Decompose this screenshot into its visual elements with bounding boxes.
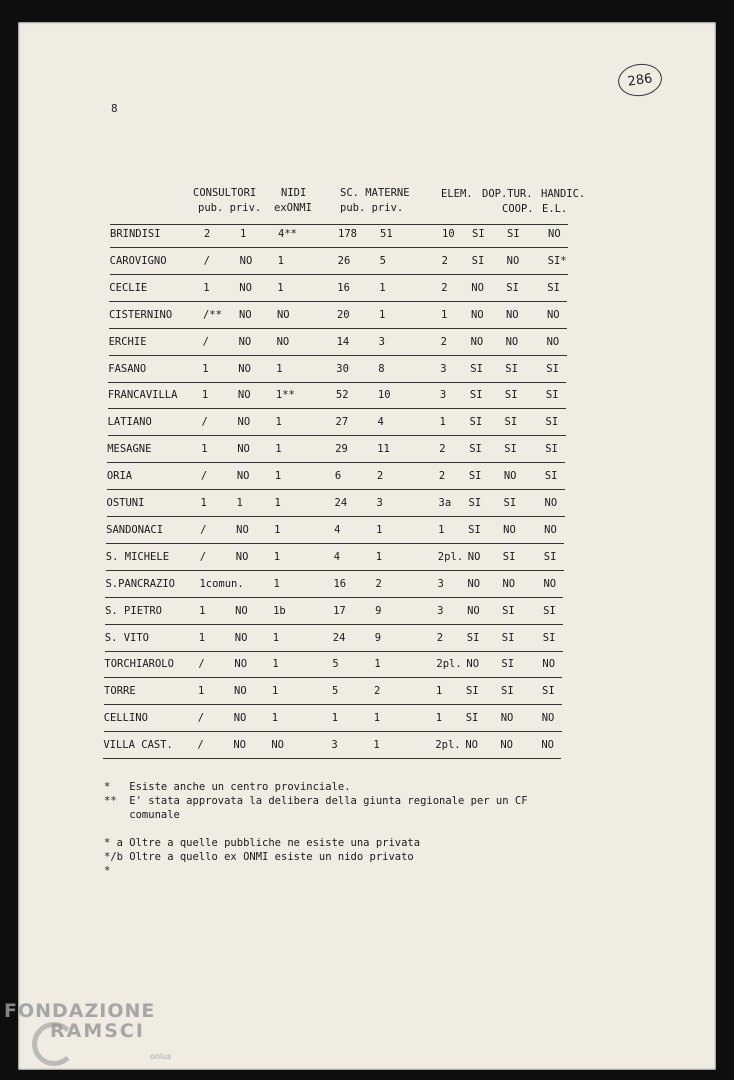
footnote: * Esiste anche un centro provinciale. — [104, 781, 351, 793]
cell-dop: NO — [467, 577, 481, 590]
cell-c-pub: /** — [202, 308, 222, 321]
cell-elem: 2 — [439, 443, 446, 456]
cell-coop: NO — [506, 254, 520, 267]
cell-coop: SI — [501, 685, 514, 698]
document-page — [18, 22, 716, 1070]
cell-coop: SI — [501, 631, 515, 644]
cell-c-priv: NO — [239, 281, 252, 294]
table-row — [103, 739, 573, 765]
cell-handic: NO — [546, 308, 560, 321]
table-row — [108, 416, 578, 442]
fondazione-gramsci-logo — [4, 1000, 172, 1061]
cell-sm-priv: 2 — [376, 470, 384, 483]
cell-handic: SI — [543, 550, 557, 563]
cell-dop: SI — [468, 523, 481, 536]
table-row — [104, 658, 574, 684]
table-row — [107, 470, 577, 496]
row-divider — [107, 489, 565, 490]
table-row — [110, 228, 580, 254]
row-divider — [109, 328, 567, 329]
row-divider — [104, 731, 562, 732]
cell-c-priv: NO — [234, 685, 247, 698]
cell-handic: NO — [546, 335, 560, 348]
cell-name: FRANCAVILLA — [107, 389, 178, 402]
cell-dop: NO — [467, 604, 480, 617]
cell-coop: SI — [504, 443, 517, 456]
cell-sm-pub: 52 — [335, 389, 349, 402]
table-row — [107, 443, 577, 469]
row-divider — [107, 462, 565, 463]
cell-nidi: 1 — [273, 577, 280, 590]
cell-c-priv: NO — [235, 604, 248, 617]
cell-elem: 2 — [438, 470, 446, 483]
cell-handic: NO — [548, 228, 561, 240]
cell-sm-pub: 3 — [331, 739, 338, 752]
cell-c-priv: NO — [238, 335, 252, 348]
cell-handic: SI — [547, 281, 560, 294]
cell-sm-pub: 6 — [334, 470, 342, 483]
cell-handic: NO — [543, 577, 557, 590]
cell-sm-pub: 4 — [334, 523, 341, 536]
cell-handic: SI — [544, 470, 558, 483]
row-divider — [106, 543, 564, 544]
cell-c-pub: / — [200, 470, 208, 483]
cell-elem: 3 — [439, 389, 447, 402]
cell-name: VILLA CAST. — [103, 739, 173, 752]
cell-coop: NO — [500, 739, 513, 752]
cell-nidi: 1 — [274, 470, 282, 483]
cell-dop: NO — [470, 308, 484, 321]
cell-coop: SI — [502, 604, 515, 617]
cell-dop: SI — [468, 470, 482, 483]
table-row — [106, 551, 576, 577]
cell-nidi: NO — [276, 335, 290, 348]
cell-coop: NO — [502, 577, 516, 590]
cell-name: S. VITO — [104, 631, 150, 644]
cell-nidi: 1 — [277, 254, 284, 267]
header-consultori: CONSULTORI — [193, 187, 257, 199]
cell-nidi: 1 — [271, 712, 279, 725]
cell-elem: 3 — [437, 604, 444, 617]
cell-c-pub: 1 — [199, 604, 206, 617]
cell-name: ERCHIE — [108, 335, 147, 348]
cell-c-priv: NO — [239, 254, 253, 267]
cell-c-pub: 1comun. — [199, 577, 244, 590]
table-row — [106, 524, 576, 550]
logo-g-mark — [32, 1022, 76, 1066]
cell-sm-priv: 3 — [378, 335, 385, 348]
cell-c-priv: NO — [238, 308, 252, 321]
row-divider — [110, 274, 568, 275]
cell-coop: SI — [501, 658, 515, 671]
cell-nidi: 1 — [273, 550, 281, 563]
row-divider — [105, 651, 563, 652]
header-handic: HANDIC. — [541, 188, 586, 200]
cell-elem: 2pl. — [437, 550, 464, 563]
table-row — [105, 632, 575, 658]
cell-c-pub: / — [200, 523, 207, 536]
table-row — [107, 497, 577, 523]
cell-coop: NO — [500, 712, 514, 725]
table-row — [104, 685, 574, 711]
header-el: E.L. — [542, 203, 568, 215]
cell-name: CECLIE — [109, 281, 148, 294]
cell-name: SANDONACI — [106, 523, 164, 536]
row-divider — [104, 704, 562, 705]
cell-coop: SI — [506, 281, 519, 294]
cell-c-pub: / — [203, 254, 210, 267]
cell-sm-pub: 30 — [336, 362, 349, 375]
cell-c-priv: NO — [237, 389, 251, 402]
cell-sm-pub: 5 — [332, 685, 339, 698]
row-divider — [104, 677, 562, 678]
footnote: ** E' stata approvata la delibera della giunta regionale per un CF — [104, 795, 528, 807]
cell-handic: NO — [544, 523, 557, 536]
cell-name: FASANO — [108, 362, 147, 375]
cell-handic: NO — [541, 739, 554, 752]
cell-sm-priv: 1 — [373, 739, 380, 752]
cell-c-pub: 1 — [200, 497, 207, 509]
footnote: comunale — [104, 809, 180, 821]
cell-dop: SI — [471, 254, 485, 267]
cell-sm-priv: 1 — [373, 712, 381, 725]
cell-c-priv: NO — [234, 658, 248, 671]
cell-c-pub: 1 — [201, 389, 209, 402]
cell-nidi: 1 — [274, 523, 281, 536]
header-sc-materne-sub: pub. priv. — [340, 202, 404, 214]
cell-sm-priv: 1 — [379, 281, 386, 294]
cell-dop: SI — [469, 389, 483, 402]
header-dop-tur: DOP.TUR. — [482, 188, 533, 200]
cell-c-pub: / — [199, 550, 207, 563]
row-divider — [109, 355, 567, 356]
cell-coop: NO — [505, 335, 519, 348]
header-consultori-sub: pub. priv. — [198, 202, 262, 214]
cell-nidi: 1 — [276, 362, 283, 375]
cell-sm-pub: 16 — [337, 281, 350, 294]
cell-nidi: NO — [271, 739, 284, 752]
cell-elem: 1 — [435, 712, 443, 725]
cell-nidi: 1 — [274, 497, 281, 509]
cell-name: CELLINO — [103, 712, 148, 725]
cell-coop: SI — [502, 550, 516, 563]
cell-handic: SI — [545, 389, 559, 402]
cell-c-pub: 1 — [198, 631, 206, 644]
cell-coop: SI — [503, 497, 517, 509]
cell-coop: NO — [505, 308, 519, 321]
cell-handic: NO — [541, 712, 555, 725]
cell-name: BRINDISI — [110, 228, 161, 240]
table-row — [104, 712, 574, 738]
row-divider — [108, 408, 566, 409]
cell-c-pub: / — [198, 658, 205, 671]
footnotes — [104, 780, 528, 878]
cell-elem: 3 — [440, 362, 447, 375]
cell-elem: 1 — [439, 416, 446, 429]
cell-elem: 10 — [442, 228, 455, 240]
cell-name: ORIA — [106, 470, 133, 483]
cell-nidi: 1b — [273, 604, 286, 617]
cell-elem: 3a — [438, 497, 452, 509]
cell-sm-pub: 20 — [336, 308, 350, 321]
cell-dop: NO — [465, 739, 478, 752]
cell-sm-pub: 17 — [333, 604, 346, 617]
cell-name: MESAGNE — [107, 443, 152, 456]
cell-elem: 1 — [438, 523, 445, 536]
cell-nidi: 1 — [272, 631, 280, 644]
cell-elem: 3 — [437, 577, 444, 590]
cell-c-pub: / — [201, 416, 208, 429]
cell-dop: SI — [466, 685, 479, 698]
row-divider — [110, 247, 568, 248]
cell-elem: 2pl. — [436, 658, 462, 671]
cell-dop: SI — [472, 228, 485, 240]
cell-c-priv: NO — [235, 550, 249, 563]
cell-handic: SI — [542, 631, 556, 644]
cell-name: LATIANO — [107, 416, 152, 429]
table-row — [109, 336, 579, 362]
cell-handic: SI — [545, 416, 559, 429]
cell-sm-priv: 1 — [376, 523, 383, 536]
row-divider — [108, 435, 566, 436]
cell-name: OSTUNI — [106, 497, 145, 509]
cell-elem: 2 — [440, 335, 447, 348]
cell-name: CISTERNINO — [108, 308, 173, 321]
cell-sm-pub: 14 — [336, 335, 350, 348]
cell-c-priv: NO — [233, 712, 247, 725]
cell-sm-priv: 2 — [375, 577, 382, 590]
row-divider — [103, 758, 561, 759]
footnote: * a Oltre a quelle pubbliche ne esiste una privata — [104, 837, 421, 849]
cell-c-pub: 1 — [203, 281, 210, 294]
cell-dop: SI — [468, 497, 482, 509]
cell-dop: NO — [466, 658, 480, 671]
cell-c-priv: NO — [237, 443, 250, 456]
cell-dop: SI — [469, 416, 483, 429]
cell-elem: 2 — [441, 281, 448, 294]
cell-sm-priv: 1 — [374, 658, 381, 671]
row-divider — [107, 516, 565, 517]
cell-nidi: 1 — [272, 685, 279, 698]
cell-dop: NO — [471, 281, 484, 294]
cell-c-priv: NO — [236, 523, 249, 536]
cell-elem: 2pl. — [435, 739, 461, 752]
cell-c-pub: / — [197, 712, 205, 725]
cell-elem: 1 — [436, 685, 443, 698]
cell-sm-pub: 24 — [334, 497, 348, 509]
cell-nidi: 1 — [275, 443, 282, 456]
cell-c-pub: 2 — [204, 228, 211, 240]
cell-sm-priv: 11 — [377, 443, 390, 456]
cell-sm-pub: 1 — [331, 712, 339, 725]
cell-c-priv: NO — [233, 739, 246, 752]
cell-c-priv: 1 — [240, 228, 247, 240]
cell-sm-priv: 5 — [379, 254, 386, 267]
table-row — [105, 578, 575, 604]
cell-sm-priv: 10 — [377, 389, 391, 402]
cell-name: CAROVIGNO — [109, 254, 167, 267]
table-row — [110, 255, 580, 281]
cell-name: S. MICHELE — [105, 550, 170, 563]
cell-c-pub: / — [197, 739, 204, 752]
cell-elem: 2 — [436, 631, 444, 644]
cell-coop: NO — [503, 470, 517, 483]
header-coop: COOP. — [502, 203, 534, 215]
row-divider — [109, 301, 567, 302]
cell-coop: SI — [507, 228, 520, 240]
cell-c-pub: 1 — [201, 443, 208, 456]
cell-dop: NO — [467, 550, 481, 563]
cell-sm-priv: 1 — [375, 550, 383, 563]
cell-sm-pub: 27 — [335, 416, 349, 429]
cell-coop: SI — [504, 389, 518, 402]
footnote: * — [104, 865, 111, 877]
cell-c-pub: / — [202, 335, 209, 348]
row-divider — [106, 570, 564, 571]
cell-nidi: 1 — [275, 416, 282, 429]
cell-sm-priv: 3 — [376, 497, 383, 509]
cell-c-pub: 1 — [202, 362, 209, 375]
archive-stamp: 286 — [616, 61, 664, 99]
row-divider — [105, 597, 563, 598]
cell-nidi: 1** — [275, 389, 295, 402]
cell-handic: SI — [542, 685, 555, 698]
cell-c-priv: NO — [236, 470, 250, 483]
cell-handic: NO — [542, 658, 556, 671]
cell-name: S.PANCRAZIO — [105, 577, 175, 590]
cell-name: TORRE — [104, 685, 136, 698]
cell-dop: SI — [466, 631, 480, 644]
table-row — [109, 309, 579, 335]
cell-sm-pub: 4 — [333, 550, 341, 563]
cell-sm-priv: 1 — [378, 308, 386, 321]
cell-handic: SI — [545, 443, 558, 456]
cell-sm-pub: 24 — [332, 631, 346, 644]
cell-c-priv: NO — [238, 362, 251, 375]
table-row — [109, 282, 579, 308]
cell-sm-priv: 8 — [378, 362, 385, 375]
cell-coop: SI — [505, 362, 518, 375]
cell-dop: SI — [465, 712, 479, 725]
cell-c-priv: NO — [234, 631, 248, 644]
cell-elem: 1 — [440, 308, 448, 321]
logo-line1: FONDAZIONE — [4, 1000, 156, 1022]
cell-sm-pub: 178 — [338, 228, 357, 240]
cell-name: TORCHIAROLO — [104, 658, 174, 671]
cell-nidi: 1 — [277, 281, 284, 294]
cell-sm-pub: 29 — [335, 443, 348, 456]
header-sc-materne: SC. MATERNE — [340, 187, 410, 199]
cell-sm-pub: 26 — [337, 254, 351, 267]
cell-dop: SI — [470, 362, 483, 375]
table-row — [105, 605, 575, 631]
cell-c-priv: 1 — [236, 497, 243, 509]
cell-dop: NO — [470, 335, 484, 348]
cell-coop: NO — [503, 523, 516, 536]
cell-name: S. PIETRO — [105, 604, 162, 617]
cell-nidi: 4** — [278, 228, 297, 240]
cell-sm-priv: 51 — [380, 228, 393, 240]
header-nidi-sub: exONMI — [274, 202, 312, 214]
row-divider — [108, 382, 566, 383]
cell-sm-pub: 5 — [332, 658, 339, 671]
page-number: 8 — [111, 102, 118, 115]
cell-sm-priv: 4 — [377, 416, 384, 429]
table-row — [108, 363, 578, 389]
cell-sm-pub: 16 — [333, 577, 347, 590]
cell-dop: SI — [469, 443, 482, 456]
cell-sm-priv: 2 — [374, 685, 381, 698]
cell-handic: SI — [543, 604, 556, 617]
cell-handic: SI* — [547, 254, 567, 267]
cell-sm-priv: 9 — [375, 604, 382, 617]
cell-nidi: NO — [276, 308, 290, 321]
cell-sm-priv: 9 — [374, 631, 382, 644]
row-divider — [105, 624, 563, 625]
cell-nidi: 1 — [272, 658, 279, 671]
footnote: */b Oltre a quello ex ONMI esiste un nido privato — [104, 851, 414, 863]
logo-line2: RAMSCI — [50, 1020, 145, 1042]
header-divider — [110, 224, 568, 225]
cell-handic: NO — [544, 497, 558, 509]
cell-coop: SI — [504, 416, 518, 429]
header-elem: ELEM. — [441, 188, 473, 200]
logo-line3: onlus — [150, 1052, 172, 1061]
header-nidi: NIDI — [281, 187, 307, 199]
cell-elem: 2 — [441, 254, 448, 267]
cell-c-priv: NO — [237, 416, 251, 429]
cell-c-pub: 1 — [198, 685, 205, 698]
cell-handic: SI — [546, 362, 559, 375]
table-row — [108, 389, 578, 415]
